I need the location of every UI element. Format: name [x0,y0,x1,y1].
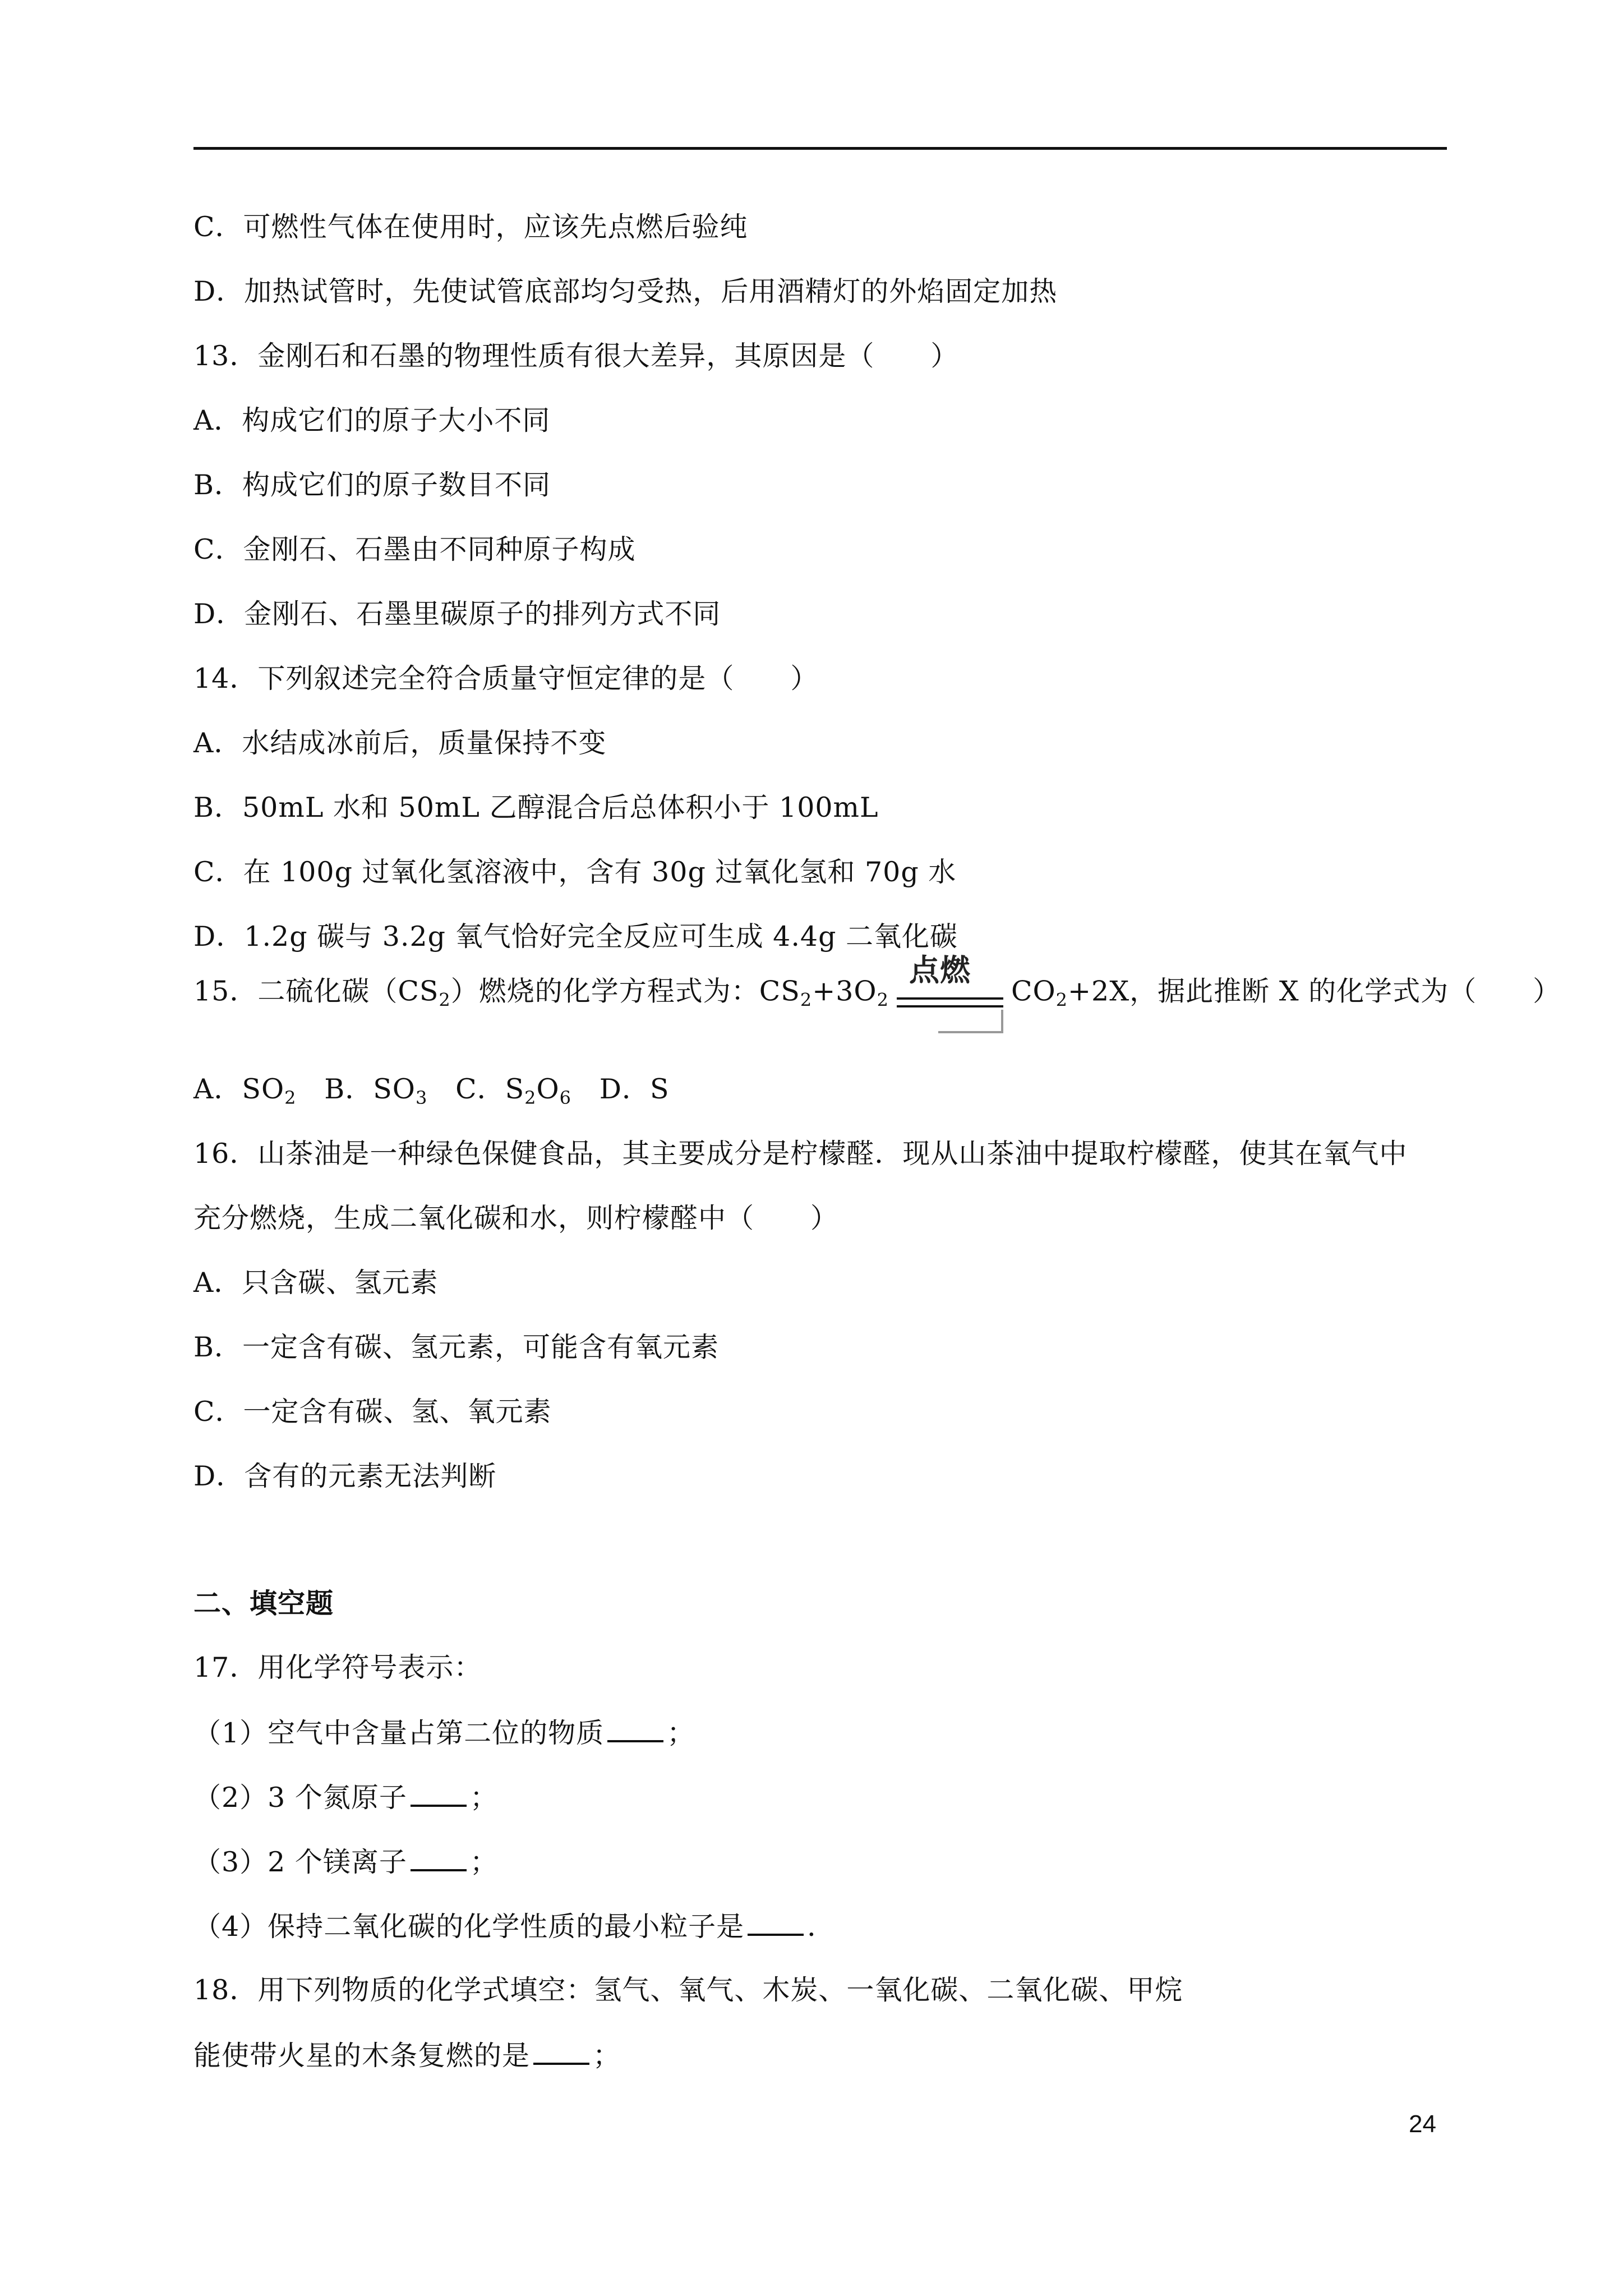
q16-stem-line1: 16．山茶油是一种绿色保健食品，其主要成分是柠檬醛．现从山茶油中提取柠檬醛，使其在氧气中 [193,1138,1408,1170]
q15-option-b [324,1073,428,1108]
answer-blank[interactable] [607,1715,663,1742]
q12-option-d: D．加热试管时，先使试管底部均匀受热，后用酒精灯的外焰固定加热 [193,275,1058,307]
period: ． [807,1911,836,1943]
q15-options [193,1073,670,1106]
reaction-condition: 点燃 [909,953,971,988]
q14-option-c: C．在 100g 过氧化氢溶液中，含有 30g 过氧化氢和 70g 水 [193,856,957,888]
page-number: 24 [1409,2110,1436,2138]
q13-option-d: D．金刚石、石墨里碳原子的排列方式不同 [193,598,721,630]
q13-option-a: A．构成它们的原子大小不同 [193,404,551,436]
q16-stem-line2: 充分燃烧，生成二氧化碳和水，则柠檬醛中（ ） [193,1202,839,1234]
answer-blank[interactable] [533,2038,589,2065]
subscript: 2 [1055,989,1068,1011]
semicolon: ； [593,2040,621,2072]
q14-option-b: B．50mL 水和 50mL 乙醇混合后总体积小于 100mL [193,792,879,823]
q14-stem: 14．下列叙述完全符合质量守恒定律的是（ ） [193,662,819,694]
semicolon: ； [667,1717,695,1749]
answer-blank[interactable] [411,1780,467,1807]
reaction-condition-arrow [897,954,1003,1033]
q13-stem: 13．金刚石和石墨的物理性质有很大差异，其原因是（ ） [193,340,959,372]
subscript: 2 [877,989,889,1011]
subscript: 2 [284,1087,297,1108]
q18-item-1 [193,2038,621,2073]
subscript: 6 [559,1087,572,1108]
q13-option-b: B．构成它们的原子数目不同 [193,469,551,501]
q17-item-1 [193,1715,695,1750]
section-heading-fill-in: 二、填空题 [193,1587,334,1619]
q17-item-3 [193,1844,498,1879]
q17-item-3-text: （3）2 个镁离子 [193,1846,407,1878]
q17-item-2-text: （2）3 个氮原子 [193,1782,407,1814]
q15-option-c [455,1073,572,1108]
semicolon: ； [469,1846,498,1878]
q15-plus-o: +3O [812,975,877,1007]
q16-option-a: A．只含碳、氢元素 [193,1267,439,1299]
q13-option-c: C．金刚石、石墨由不同种原子构成 [193,533,636,565]
equation-frame [938,1010,1003,1033]
equals-bar-top [897,997,1003,1000]
q17-item-4 [193,1909,835,1944]
q16-option-b: B．一定含有碳、氢元素，可能含有氧元素 [193,1331,720,1363]
header-rule [193,147,1447,150]
q15-stem-post: +2X，据此推断 X 的化学式为（ ） [1068,975,1561,1007]
q18-stem: 18．用下列物质的化学式填空：氢气、氧气、木炭、一氧化碳、二氧化碳、甲烷 [193,1974,1183,2006]
q15-stem-pre: 15．二硫化碳（CS [193,975,439,1007]
q15-option-a [193,1073,297,1108]
q15-option-c-o: O [536,1073,560,1105]
subscript: 2 [439,989,451,1011]
answer-blank[interactable] [411,1844,467,1871]
q12-option-c: C．可燃性气体在使用时，应该先点燃后验纯 [193,211,748,243]
semicolon: ； [469,1782,498,1814]
q15-stem-mid: ）燃烧的化学方程式为：CS [450,975,800,1007]
answer-blank[interactable] [748,1909,804,1936]
q15-option-d: D．S [599,1073,670,1105]
q17-item-1-text: （1）空气中含量占第二位的物质 [193,1717,605,1749]
q15-option-c-text: C．S [455,1073,525,1105]
q14-option-d: D．1.2g 碳与 3.2g 氧气恰好完全反应可生成 4.4g 二氧化碳 [193,921,958,953]
q16-option-c: C．一定含有碳、氢、氧元素 [193,1396,552,1428]
subscript: 2 [800,989,813,1011]
q18-item-1-text: 能使带火星的木条复燃的是 [193,2040,531,2072]
q16-option-d: D．含有的元素无法判断 [193,1460,497,1492]
q15-stem [193,954,1561,1033]
q15-option-a-text: A．SO [193,1073,285,1105]
q14-option-a: A．水结成冰前后，质量保持不变 [193,727,607,759]
subscript: 2 [524,1087,537,1108]
subscript: 3 [415,1087,428,1108]
q17-item-4-text: （4）保持二氧化碳的化学性质的最小粒子是 [193,1911,745,1943]
equals-bar-bottom [897,1005,1003,1007]
q15-co: CO [1011,975,1056,1007]
q17-item-2 [193,1780,498,1815]
q17-stem: 17．用化学符号表示： [193,1651,482,1683]
q15-option-b-text: B．SO [324,1073,416,1105]
